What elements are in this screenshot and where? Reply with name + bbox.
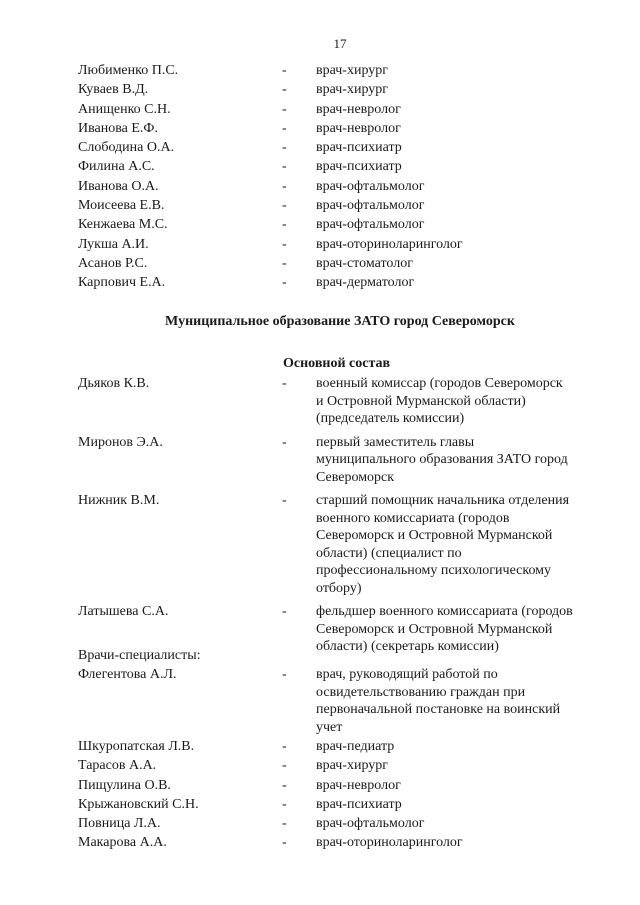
person-role: врач-хирург [316, 758, 389, 774]
dash-separator: - [282, 101, 287, 117]
person-name: Карпович Е.А. [78, 275, 166, 291]
role-line: профессиональному психологическому [316, 563, 552, 578]
dash-separator: - [282, 63, 287, 78]
person-role: врач-хирург [316, 82, 389, 98]
role-line: Североморск [316, 469, 395, 485]
person-role [316, 434, 606, 487]
person-role: врач-психиатр [316, 159, 402, 175]
list-item [0, 196, 640, 215]
person-name: Иванова Е.Ф. [78, 120, 158, 136]
person-name: Повница Л.А. [78, 816, 161, 832]
member-entry [0, 492, 640, 597]
role-line: области) (специалист по [316, 545, 462, 561]
role-line: учет [316, 719, 343, 735]
page-number: 17 [333, 36, 347, 51]
person-name: Крыжановский С.Н. [78, 796, 199, 812]
person-name: Куваев В.Д. [78, 82, 149, 98]
list-item [0, 814, 640, 833]
person-role: врач-оториноларинголог [316, 835, 463, 851]
person-role: врач-психиатр [316, 140, 402, 156]
person-role: врач-офтальмолог [316, 217, 425, 233]
dash-separator: - [282, 198, 287, 214]
role-line: военного комиссариата (городов [316, 510, 510, 526]
dash-separator: - [282, 667, 287, 682]
person-role [316, 666, 606, 736]
dash-separator: - [282, 434, 287, 450]
dash-separator: - [282, 120, 287, 136]
person-name: Лукша А.И. [78, 236, 149, 252]
list-item [0, 80, 640, 99]
list-item [0, 756, 640, 775]
list-item [0, 215, 640, 234]
person-name: Любименко П.С. [78, 63, 179, 78]
member-entry [0, 666, 640, 736]
person-name: Латышева С.А. [78, 604, 169, 619]
role-line: освидетельствованию граждан при [316, 684, 526, 700]
list-item [0, 833, 640, 852]
member-entry [0, 434, 640, 487]
role-line: муниципального образования ЗАТО город [316, 452, 568, 467]
dash-separator: - [282, 758, 287, 774]
person-role: врач-невролог [316, 777, 401, 793]
person-name: Дьяков К.В. [78, 376, 150, 391]
person-role: врач-офтальмолог [316, 198, 425, 214]
person-role: врач-офтальмолог [316, 816, 425, 832]
role-line: области) (секретарь комиссии) [316, 639, 499, 654]
person-name: Нижник В.М. [78, 493, 160, 508]
dash-separator: - [282, 236, 287, 252]
list-item [0, 100, 640, 119]
main-members-list [0, 375, 640, 656]
dash-separator: - [282, 178, 287, 194]
specialists-label: Врачи-специалисты: [78, 648, 201, 663]
dash-separator: - [282, 140, 287, 156]
person-name: Кенжаева М.С. [78, 217, 168, 233]
role-line: врач, руководящий работой по [316, 667, 498, 682]
role-line: Североморск и Островной Мурманской [316, 621, 553, 637]
dash-separator: - [282, 159, 287, 175]
dash-separator: - [282, 376, 287, 391]
list-item [0, 138, 640, 157]
person-name: Макарова А.А. [78, 835, 167, 851]
list-item [0, 737, 640, 756]
list-item [0, 795, 640, 814]
person-name: Шкуропатская Л.В. [78, 739, 195, 754]
doctors-list-bottom [0, 737, 640, 853]
list-item [0, 119, 640, 138]
person-name: Флегентова А.Л. [78, 667, 177, 682]
person-role: врач-невролог [316, 101, 401, 117]
list-item [0, 235, 640, 254]
list-item [0, 776, 640, 795]
dash-separator: - [282, 777, 287, 793]
dash-separator: - [282, 82, 287, 98]
person-name: Анищенко С.Н. [78, 101, 171, 117]
person-name: Моисеева Е.В. [78, 198, 165, 214]
person-name: Асанов Р.С. [78, 255, 148, 271]
role-line: военный комиссар (городов Североморск [316, 376, 563, 391]
person-role: врач-стоматолог [316, 255, 413, 271]
dash-separator: - [282, 816, 287, 832]
person-role: врач-дерматолог [316, 275, 415, 291]
list-item [0, 177, 640, 196]
role-line: фельдшер военного комиссариата (городов [316, 604, 573, 619]
main-composition-title: Основной состав [283, 356, 391, 371]
role-line: отбору) [316, 580, 362, 596]
section-title: Муниципальное образование ЗАТО город Североморск [165, 314, 515, 329]
dash-separator: - [282, 255, 287, 271]
person-name: Пищулина О.В. [78, 777, 171, 793]
list-item [0, 273, 640, 292]
person-role: врач-оториноларинголог [316, 236, 463, 252]
person-role: врач-педиатр [316, 739, 395, 754]
role-line: первый заместитель главы [316, 434, 475, 450]
person-role [316, 375, 606, 428]
person-name: Слободина О.А. [78, 140, 175, 156]
person-name: Тарасов А.А. [78, 758, 157, 774]
member-entry [0, 375, 640, 428]
role-line: (председатель комиссии) [316, 411, 465, 426]
dash-separator: - [282, 493, 287, 508]
dash-separator: - [282, 835, 287, 851]
dash-separator: - [282, 604, 287, 619]
role-line: Североморск и Островной Мурманской [316, 528, 553, 543]
role-line: старший помощник начальника отделения [316, 493, 570, 508]
dash-separator: - [282, 217, 287, 233]
dash-separator: - [282, 275, 287, 291]
dash-separator: - [282, 796, 287, 812]
list-item [0, 61, 640, 80]
person-role [316, 492, 606, 597]
person-name: Миронов Э.А. [78, 434, 163, 450]
person-name: Филина А.С. [78, 159, 155, 175]
role-line: первоначальной постановке на воинский [316, 702, 561, 717]
person-role: врач-невролог [316, 120, 401, 136]
person-name: Иванова О.А. [78, 178, 159, 194]
person-role: врач-хирург [316, 63, 389, 78]
doctors-list-top [0, 61, 640, 293]
list-item [0, 157, 640, 176]
list-item [0, 254, 640, 273]
person-role: врач-психиатр [316, 796, 402, 812]
role-line: и Островной Мурманской области) [316, 393, 526, 409]
person-role: врач-офтальмолог [316, 178, 425, 194]
person-role [316, 603, 606, 656]
dash-separator: - [282, 739, 287, 754]
specialists-lead [0, 666, 640, 736]
